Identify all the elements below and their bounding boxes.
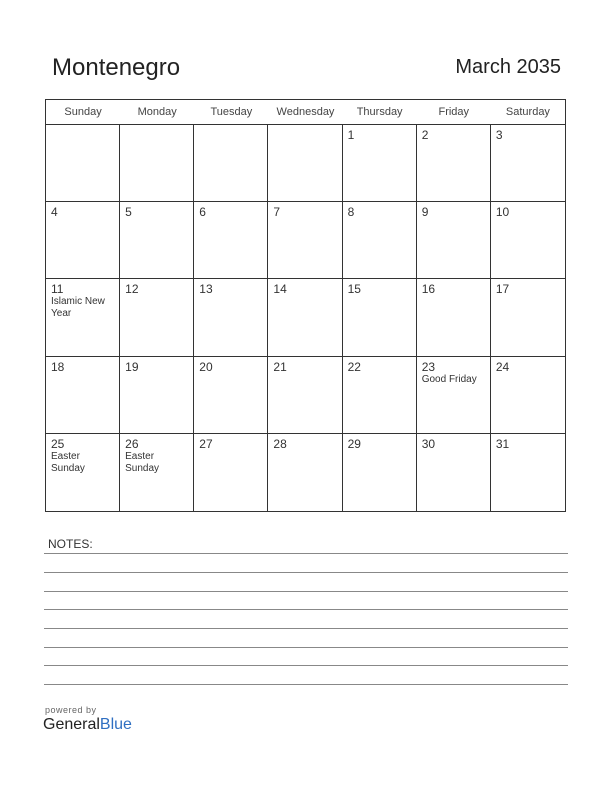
day-number: 3 bbox=[495, 128, 503, 142]
holiday-label: Islamic New Year bbox=[51, 296, 105, 320]
day-number: 9 bbox=[421, 205, 429, 220]
day-number: 5 bbox=[125, 205, 132, 220]
day-number: 16 bbox=[421, 282, 436, 297]
day-number: 25 bbox=[51, 436, 65, 451]
day-cell bbox=[491, 125, 565, 202]
day-cell bbox=[491, 279, 565, 356]
weekday-label: Saturday bbox=[505, 106, 550, 118]
day-number: 2 bbox=[421, 128, 429, 142]
day-cell bbox=[417, 357, 491, 434]
day-cell bbox=[194, 279, 268, 356]
notes-line bbox=[44, 647, 568, 648]
day-number: 12 bbox=[125, 282, 139, 297]
generalblue-logo bbox=[43, 716, 132, 734]
day-cell bbox=[417, 125, 491, 202]
logo-part-blue: Blue bbox=[99, 716, 132, 733]
country-title: Montenegro bbox=[52, 54, 181, 81]
day-cell bbox=[417, 434, 491, 511]
day-cell bbox=[120, 357, 194, 434]
notes-line bbox=[44, 572, 568, 573]
day-number: 23 bbox=[421, 359, 436, 374]
weekday-label: Tuesday bbox=[210, 106, 253, 118]
day-cell bbox=[343, 202, 417, 279]
day-cell bbox=[491, 357, 565, 434]
day-number: 11 bbox=[51, 282, 64, 297]
day-number: 1 bbox=[347, 128, 355, 142]
weekday-label: Thursday bbox=[356, 106, 403, 118]
day-cell bbox=[46, 434, 120, 511]
day-number: 17 bbox=[495, 282, 510, 297]
notes-line bbox=[44, 628, 568, 629]
day-number: 30 bbox=[421, 436, 436, 451]
day-number: 18 bbox=[51, 359, 65, 374]
notes-line bbox=[44, 553, 568, 554]
day-cell bbox=[343, 434, 417, 511]
day-cell bbox=[46, 202, 120, 279]
day-number: 20 bbox=[199, 359, 213, 374]
day-cell bbox=[120, 279, 194, 356]
day-grid bbox=[46, 125, 565, 511]
day-number: 10 bbox=[495, 205, 510, 220]
day-cell bbox=[491, 202, 565, 279]
notes-line bbox=[44, 665, 568, 666]
weekday-header bbox=[46, 100, 565, 125]
holiday-label: Easter Sunday bbox=[51, 450, 85, 474]
notes-line bbox=[44, 591, 568, 592]
day-number: 28 bbox=[273, 436, 287, 451]
powered-by-text: powered by bbox=[45, 705, 97, 715]
day-cell bbox=[268, 357, 342, 434]
logo-part-general: General bbox=[43, 716, 100, 733]
weekday-label: Friday bbox=[438, 106, 470, 118]
day-cell bbox=[268, 125, 342, 202]
day-number: 13 bbox=[199, 282, 213, 297]
day-number: 22 bbox=[347, 359, 361, 374]
holiday-label: Good Friday bbox=[421, 373, 477, 385]
day-cell bbox=[343, 279, 417, 356]
day-number: 21 bbox=[273, 359, 287, 374]
calendar-grid bbox=[45, 99, 566, 512]
weekday-label: Sunday bbox=[64, 106, 102, 118]
notes-label: NOTES: bbox=[48, 537, 93, 551]
day-cell bbox=[343, 125, 417, 202]
day-number: 26 bbox=[125, 436, 139, 451]
day-cell bbox=[343, 357, 417, 434]
day-number: 24 bbox=[495, 359, 510, 374]
notes-line bbox=[44, 684, 568, 685]
day-cell bbox=[46, 279, 120, 356]
weekday-label: Wednesday bbox=[276, 106, 335, 118]
day-cell bbox=[194, 357, 268, 434]
notes-line bbox=[44, 609, 568, 610]
day-number: 7 bbox=[273, 205, 281, 220]
day-cell bbox=[46, 357, 120, 434]
day-cell bbox=[417, 279, 491, 356]
day-cell bbox=[194, 202, 268, 279]
day-number: 19 bbox=[125, 359, 139, 374]
day-cell bbox=[194, 125, 268, 202]
day-cell bbox=[120, 202, 194, 279]
day-number: 27 bbox=[199, 436, 213, 451]
day-cell bbox=[268, 279, 342, 356]
day-cell bbox=[417, 202, 491, 279]
holiday-label: Easter Sunday bbox=[125, 450, 160, 474]
day-cell bbox=[46, 125, 120, 202]
day-cell bbox=[194, 434, 268, 511]
day-cell bbox=[120, 434, 194, 511]
weekday-label: Monday bbox=[137, 106, 177, 118]
month-title: March 2035 bbox=[455, 56, 561, 78]
day-number: 14 bbox=[273, 282, 287, 297]
day-cell bbox=[268, 202, 342, 279]
day-cell bbox=[491, 434, 565, 511]
day-number: 8 bbox=[347, 205, 355, 220]
day-number: 6 bbox=[199, 205, 206, 220]
day-number: 15 bbox=[347, 282, 361, 297]
day-number: 29 bbox=[347, 436, 361, 451]
day-number: 31 bbox=[495, 436, 510, 451]
day-cell bbox=[120, 125, 194, 202]
day-number: 4 bbox=[51, 205, 58, 220]
day-cell bbox=[268, 434, 342, 511]
